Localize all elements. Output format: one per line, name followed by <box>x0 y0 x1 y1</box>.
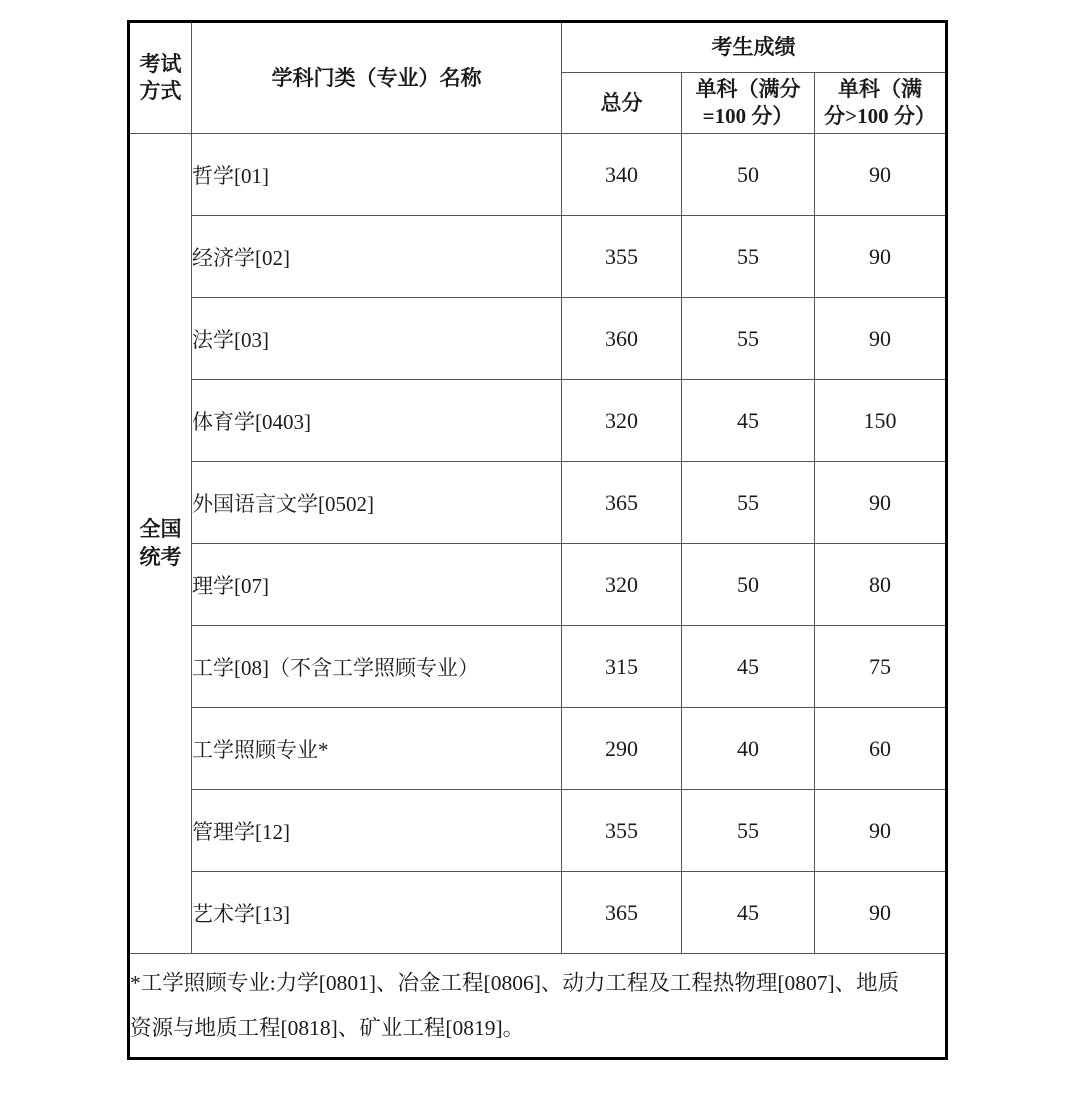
header-total-score: 总分 <box>562 73 682 134</box>
single-100-cell: 45 <box>682 872 815 954</box>
single-gt100-cell: 60 <box>815 708 947 790</box>
total-score-cell: 315 <box>562 626 682 708</box>
header-single-subject-100-line2: =100 分） <box>702 104 794 128</box>
single-gt100-cell: 150 <box>815 380 947 462</box>
subject-cell: 工学[08]（不含工学照顾专业） <box>192 626 562 708</box>
table-row <box>129 380 947 462</box>
total-score-cell: 360 <box>562 298 682 380</box>
footnote-row <box>129 954 947 1059</box>
subject-cell: 管理学[12] <box>192 790 562 872</box>
row-group-label-line2: 统考 <box>139 544 182 569</box>
table-row <box>129 298 947 380</box>
single-100-cell: 50 <box>682 544 815 626</box>
single-gt100-cell: 75 <box>815 626 947 708</box>
single-100-cell: 45 <box>682 626 815 708</box>
subject-cell: 艺术学[13] <box>192 872 562 954</box>
table-row <box>129 790 947 872</box>
subject-cell: 法学[03] <box>192 298 562 380</box>
subject-cell: 外国语言文学[0502] <box>192 462 562 544</box>
header-subject-name: 学科门类（专业）名称 <box>192 22 562 134</box>
header-score-group: 考生成绩 <box>562 22 947 73</box>
footnote-line1: *工学照顾专业:力学[0801]、冶金工程[0806]、动力工程及工程热物理[0807]、地质 <box>130 970 900 995</box>
header-exam-method-line1: 考试 <box>139 51 182 76</box>
single-gt100-cell: 90 <box>815 298 947 380</box>
table-row <box>129 708 947 790</box>
single-100-cell: 55 <box>682 216 815 298</box>
total-score-cell: 355 <box>562 790 682 872</box>
header-single-subject-100-line1: 单科（满分 <box>695 76 801 101</box>
header-single-subject-gt100-line2: 分>100 分） <box>824 104 936 128</box>
header-single-subject-gt100 <box>815 73 947 134</box>
admission-score-table <box>127 20 948 1060</box>
total-score-cell: 365 <box>562 872 682 954</box>
single-100-cell: 45 <box>682 380 815 462</box>
header-exam-method <box>129 22 192 134</box>
row-group-label-line1: 全国 <box>139 517 182 542</box>
single-gt100-cell: 90 <box>815 216 947 298</box>
single-100-cell: 55 <box>682 790 815 872</box>
subject-cell: 工学照顾专业* <box>192 708 562 790</box>
total-score-cell: 365 <box>562 462 682 544</box>
subject-cell: 哲学[01] <box>192 134 562 216</box>
subject-cell: 体育学[0403] <box>192 380 562 462</box>
footnote-line2: 资源与地质工程[0818]、矿业工程[0819]。 <box>130 1015 525 1040</box>
single-100-cell: 50 <box>682 134 815 216</box>
single-100-cell: 55 <box>682 298 815 380</box>
table-row <box>129 462 947 544</box>
header-single-subject-100 <box>682 73 815 134</box>
total-score-cell: 320 <box>562 544 682 626</box>
row-group-label <box>129 134 192 954</box>
header-exam-method-line2: 方式 <box>139 79 182 103</box>
table-row <box>129 626 947 708</box>
subject-cell: 经济学[02] <box>192 216 562 298</box>
total-score-cell: 340 <box>562 134 682 216</box>
single-gt100-cell: 90 <box>815 462 947 544</box>
subject-cell: 理学[07] <box>192 544 562 626</box>
table-row <box>129 134 947 216</box>
single-100-cell: 40 <box>682 708 815 790</box>
single-gt100-cell: 90 <box>815 134 947 216</box>
table-row <box>129 872 947 954</box>
footnote <box>129 954 947 1059</box>
header-single-subject-gt100-line1: 单科（满 <box>838 76 923 101</box>
total-score-cell: 320 <box>562 380 682 462</box>
single-gt100-cell: 80 <box>815 544 947 626</box>
total-score-cell: 355 <box>562 216 682 298</box>
single-gt100-cell: 90 <box>815 790 947 872</box>
single-100-cell: 55 <box>682 462 815 544</box>
total-score-cell: 290 <box>562 708 682 790</box>
single-gt100-cell: 90 <box>815 872 947 954</box>
header-row-1 <box>129 22 947 73</box>
table-row <box>129 216 947 298</box>
table-row <box>129 544 947 626</box>
